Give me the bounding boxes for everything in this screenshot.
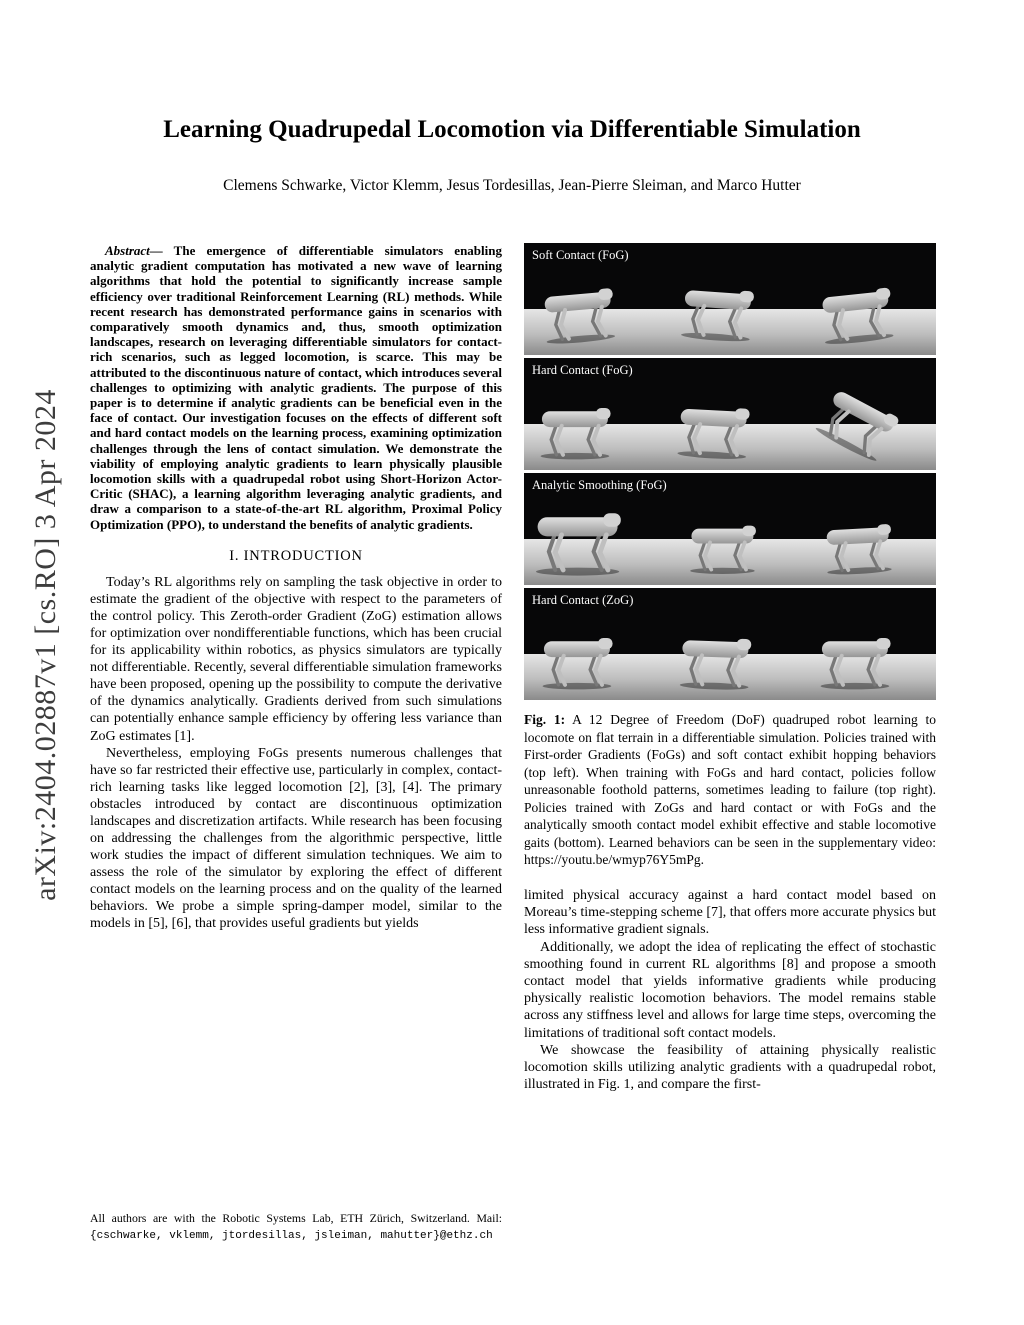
footnote-text: All authors are with the Robotic Systems Lab, ETH Zürich, Switzerland. Mail: bbox=[90, 1211, 502, 1226]
panel-label-analytic-smoothing-fog: Analytic Smoothing (FoG) bbox=[532, 478, 667, 492]
arxiv-watermark: arXiv:2404.02887v1 [cs.RO] 3 Apr 2024 bbox=[29, 389, 62, 901]
figure-panel-analytic-smoothing-fog bbox=[524, 473, 936, 585]
right-column-text bbox=[524, 887, 936, 1094]
abstract-label: Abstract— bbox=[105, 243, 163, 258]
authors-line: Clemens Schwarke, Victor Klemm, Jesus Tordesillas, Jean-Pierre Sleiman, and Marco Hutter bbox=[223, 177, 801, 194]
intro-paragraph-1: Today’s RL algorithms rely on sampling the task objective in order to estimate the gradient of the objective with respect to the parameters of the control policy. This Zeroth-order Gradient (ZoG) estimation allows for optimization over nondifferentiable functions, which has been crucial for its applicability within robotics, as physics simulators are typically not differentiable. Recently, several differentiable simulation frameworks have been proposed, opening up the possibility to compute the derivative of the dynamics analytically. Gradients derived from such simulations can potentially enhance sample efficiency by offering less variance than ZoG estimates [1]. bbox=[90, 574, 502, 744]
paper-title: Learning Quadrupedal Locomotion via Differentiable Simulation bbox=[163, 116, 861, 143]
intro-paragraph-2: Nevertheless, employing FoGs presents numerous challenges that have so far restricted their effective use, particularly in complex, contact-rich learning tasks like legged locomotion [2], [3], [4]. The primary obstacles introduced by contact are discontinuous optimization landscapes and discretization artifacts. While research has been focusing on addressing the challenges from the algorithmic perspective, little work studies the impact of different simulation techniques. We aim to assess the role of the simulator by exploring the effect of different contact models on the learning process and on the quality of the learned behaviors. We probe a simple spring-damper model, similar to the models in [5], [6], that provides useful gradients but yields bbox=[90, 745, 502, 932]
right-paragraph-1: limited physical accuracy against a hard contact model based on Moreau’s time-stepping scheme [7], that offers more accurate physics but less informative gradient signals. bbox=[524, 887, 936, 938]
right-paragraph-3: We showcase the feasibility of attaining physically realistic locomotion skills utilizing analytic gradients with a quadrupedal robot, illustrated in Fig. 1, and compare the first- bbox=[524, 1042, 936, 1093]
right-column bbox=[524, 243, 936, 1094]
abstract-text: The emergence of differentiable simulators enabling analytic gradient computation has motivated a new wave of learning algorithms that hold the potential to significantly increase sample efficiency over traditional Reinforcement Learning (RL) methods. While recent research has demonstrated performance gains in scenarios with comparatively smooth dynamics and, thus, smooth optimization landscapes, research on leveraging differentiable simulators for contact-rich scenarios, such as legged locomotion, is scarce. This may be attributed to the discontinuous nature of contact, which introduces several challenges to optimizing with analytic gradients. The purpose of this paper is to determine if analytic gradients can be beneficial even in the face of contact. Our investigation focuses on the effects of different soft and hard contact models on the learning process, examining optimization challenges through the lens of contact simulation. We demonstrate the viability of employing analytic gradients to learn physically plausible locomotion skills with a quadrupedal robot using Short-Horizon Actor-Critic (SHAC), a learning algorithm leveraging analytic gradients, and draw a comparison to a state-of-the-art RL algorithm, Proximal Policy Optimization (PPO), to understand the benefits of analytic gradients. bbox=[90, 243, 502, 532]
caption-video-link[interactable]: https://youtu.be/wmyp76Y5mPg. bbox=[524, 852, 705, 868]
footnote-emails: {cschwarke, vklemm, jtordesillas, jsleiman, mahutter}@ethz.ch bbox=[90, 1229, 493, 1242]
left-column bbox=[90, 243, 502, 1243]
figure-caption-label: Fig. 1: bbox=[524, 712, 566, 727]
section-heading-introduction: I. INTRODUCTION bbox=[229, 547, 363, 564]
panel-label-soft-contact-fog: Soft Contact (FoG) bbox=[532, 248, 629, 262]
figure-caption bbox=[524, 711, 936, 869]
abstract bbox=[90, 243, 502, 532]
author-footnote bbox=[90, 1211, 502, 1243]
figure-panel-hard-contact-zog bbox=[524, 588, 936, 700]
right-paragraph-2: Additionally, we adopt the idea of replicating the effect of stochastic smoothing found in current RL algorithms [8] and propose a smooth contact model that yields informative gradients while producing physically realistic locomotion behaviors. The model remains stable across any stiffness level and allows for large time steps, overcoming the limitations of traditional soft contact models. bbox=[524, 939, 936, 1041]
panel-label-hard-contact-zog: Hard Contact (ZoG) bbox=[532, 593, 634, 607]
figure-1 bbox=[524, 243, 936, 700]
panel-label-hard-contact-fog: Hard Contact (FoG) bbox=[532, 363, 633, 377]
figure-panel-hard-contact-fog bbox=[524, 358, 936, 470]
figure-panel-soft-contact-fog bbox=[524, 243, 936, 355]
figure-caption-text: A 12 Degree of Freedom (DoF) quadruped robot learning to locomote on flat terrain in a differentiable simulation. Policies trained with First-order Gradients (FoGs) and soft contact exhibit hopping behaviors (top left). When training with FoGs and hard contact, policies follow unreasonable foothold patterns, sometimes leading to failure (top right). Policies trained with ZoGs and hard contact or with FoGs and the analytically smooth contact model exhibit effective and stable locomotive gaits (bottom). Learned behaviors can be seen in the supplementary video: bbox=[524, 712, 936, 850]
